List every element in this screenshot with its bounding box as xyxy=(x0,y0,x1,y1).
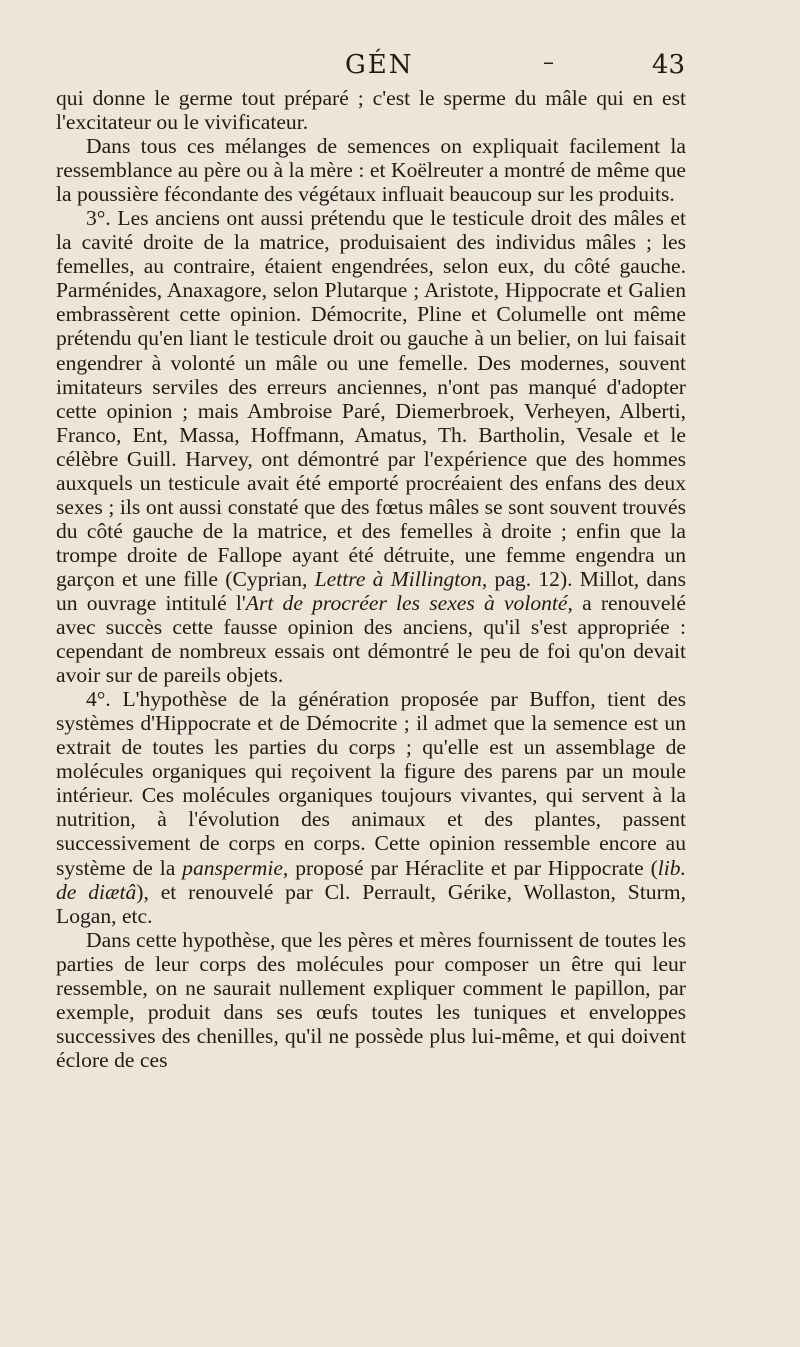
paragraph-4-part-a: 4°. L'hypothèse de la génération proposée par Buffon, tient des systèmes d'Hippocrate et de Démocrite ; il admet que la semence est un extrait de toutes les parties du corps ; qu'elle est un assemblage de molécules organiques qui reçoivent la figure des parens par un moule intérieur. Ces molécules organiques toujours vivantes, qui servent à la nutrition, à l'évolution des animaux et des plantes, passent successivement de corps en corps. Cette opinion ressemble encore au système de la xyxy=(56,687,686,880)
paragraph-3-part-c: , a renouvelé avec succès cette fausse opinion des anciens, qu'il s'est appropriée : cependant de nombreux essais ont démontré le peu de foi qu'on devait avoir sur de pareils objets. xyxy=(56,590,686,688)
paragraph-3-part-a: 3°. Les anciens ont aussi prétendu que le testicule droit des mâles et la cavité droite de la matrice, produisaient des individus mâles ; les femelles, au contraire, étaient engendrées, selon eux, du côté gauche. Parménides, Anaxagore, selon Plutarque ; Aristote, Hippocrate et Galien embrassèrent cette opinion. Démocrite, Pline et Columelle ont même prétendu qu'en liant le testicule droit ou gauche à un belier, on lui faisait engendrer à volonté un mâle ou une femelle. Des modernes, souvent imitateurs serviles des erreurs anciennes, n'ont pas manqué d'adopter cette opinion ; mais Ambroise Paré, Diemerbroek, Verheyen, Alberti, Franco, Ent, Massa, Hoffmann, Amatus, Th. Bartholin, Vesale et le célèbre Guill. Harvey, ont démontré par l'expérience que des hommes auxquels un testicule avait été emporté procréaient des enfans des deux sexes ; ils ont aussi constaté que des fœtus mâles se sont souvent trouvés du côté gauche de la matrice, et des femelles à droite ; enfin que la trompe droite de Fallope ayant été détruite, une femme engendra un garçon et une fille (Cyprian, xyxy=(56,206,686,591)
paragraph-3 xyxy=(56,206,686,687)
italic-de-diaeta: lib. de diætâ xyxy=(56,855,686,904)
paragraph-2: Dans tous ces mélanges de semences on expliquait facilement la ressemblance au père ou à la mère : et Koëlreuter a montré de même que la poussière fécondante des végétaux influait beaucoup sur les produits. xyxy=(56,134,686,207)
italic-lettre-millington: Lettre à Millington xyxy=(314,566,482,591)
paragraph-1: qui donne le germe tout préparé ; c'est le sperme du mâle qui en est l'excitateur ou le vivificateur. xyxy=(56,86,686,135)
header-dash: – xyxy=(543,50,554,75)
paragraph-4-part-c: ), et renouvelé par Cl. Perrault, Gérike, Wollaston, Sturm, Logan, etc. xyxy=(56,879,686,928)
paragraph-3-part-b: , pag. 12). Millot, dans un ouvrage intitulé l' xyxy=(56,566,686,615)
paragraph-4 xyxy=(56,687,686,927)
page-number: 43 xyxy=(651,50,685,80)
running-title: GÉN xyxy=(345,50,414,80)
paragraph-5: Dans cette hypothèse, que les pères et mères fournissent de toutes les parties de leur corps des molécules pour composer un être qui leur ressemble, on ne saurait nullement expliquer comment le papillon, par exemple, produit dans ses œufs toutes les tuniques et enveloppes successives des chenilles, qu'il ne possède plus lui-même, et qui doivent éclore de ces xyxy=(56,927,686,1072)
page-header xyxy=(55,50,685,84)
italic-panspermie: panspermie xyxy=(182,855,283,880)
italic-art-de-procreer: Art de procréer les sexes à volonté xyxy=(245,590,568,615)
paragraph-4-part-b: , proposé par Héraclite et par Hippocrate ( xyxy=(282,855,658,880)
body-text xyxy=(56,86,686,1072)
